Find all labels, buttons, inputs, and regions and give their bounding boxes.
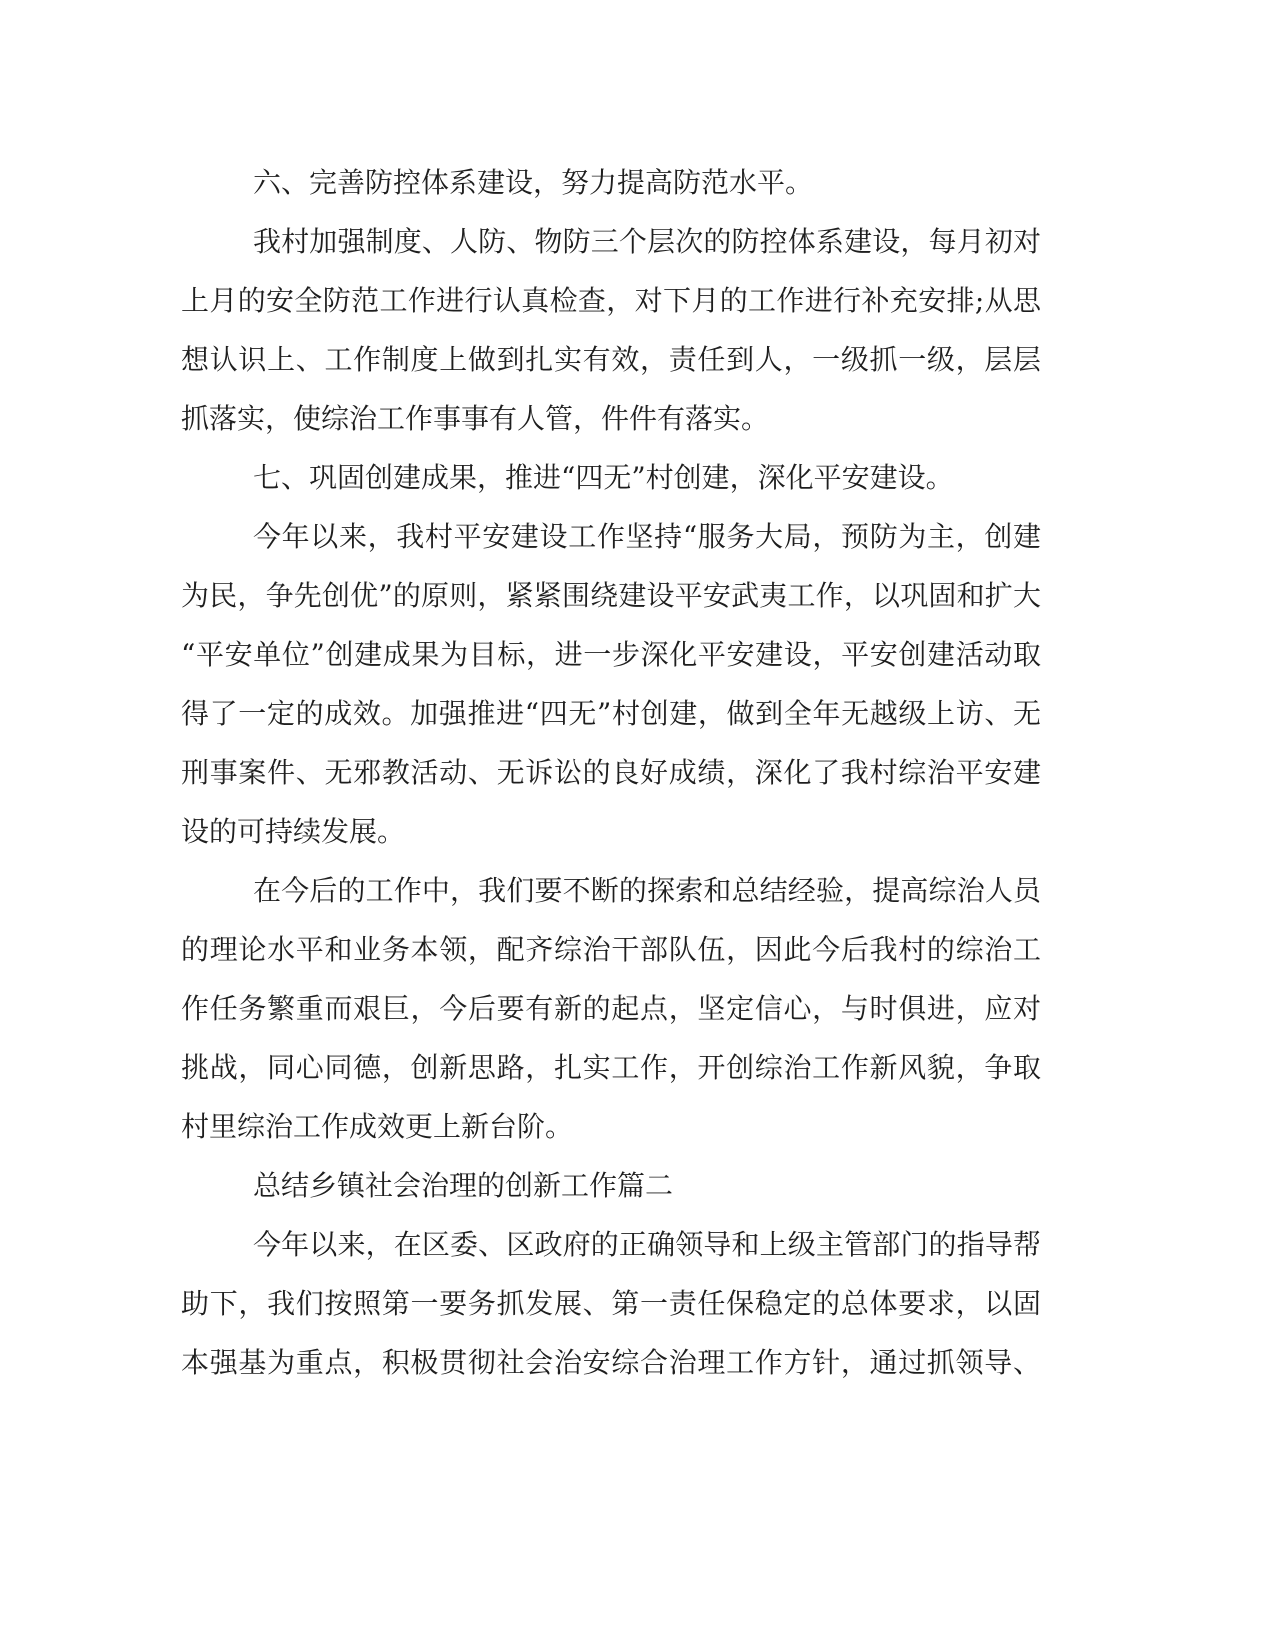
- text-line: 今年以来，我村平安建设工作坚持“服务大局，预防为主，创建: [253, 520, 1041, 553]
- document-body: [181, 160, 1041, 1399]
- text-line: 想认识上、工作制度上做到扎实有效，责任到人，一级抓一级，层层: [181, 343, 1041, 376]
- text-line: 总结乡镇社会治理的创新工作篇二: [253, 1169, 674, 1202]
- text-line: 在今后的工作中，我们要不断的探索和总结经验，提高综治人员: [253, 874, 1041, 907]
- text-line: 我村加强制度、人防、物防三个层次的防控体系建设，每月初对: [253, 225, 1041, 258]
- text-line: 设的可持续发展。: [181, 815, 406, 848]
- text-line: 六、完善防控体系建设，努力提高防范水平。: [253, 166, 814, 199]
- text-line: 作任务繁重而艰巨，今后要有新的起点，坚定信心，与时俱进，应对: [181, 992, 1041, 1025]
- text-line: “平安单位”创建成果为目标，进一步深化平安建设，平安创建活动取: [181, 638, 1041, 671]
- text-line: 为民，争先创优”的原则，紧紧围绕建设平安武夷工作，以巩固和扩大: [181, 579, 1041, 612]
- text-line: 今年以来，在区委、区政府的正确领导和上级主管部门的指导帮: [253, 1228, 1041, 1261]
- text-line: 的理论水平和业务本领，配齐综治干部队伍，因此今后我村的综治工: [181, 933, 1041, 966]
- text-line: 挑战，同心同德，创新思路，扎实工作，开创综治工作新风貌，争取: [181, 1051, 1041, 1084]
- text-line: 抓落实，使综治工作事事有人管，件件有落实。: [181, 402, 770, 435]
- text-line: 七、巩固创建成果，推进“四无”村创建，深化平安建设。: [253, 461, 954, 494]
- text-line: 本强基为重点，积极贯彻社会治安综合治理工作方针，通过抓领导、: [181, 1346, 1041, 1379]
- text-line: 上月的安全防范工作进行认真检查，对下月的工作进行补充安排;从思: [181, 284, 1041, 317]
- text-line: 刑事案件、无邪教活动、无诉讼的良好成绩，深化了我村综治平安建: [181, 756, 1041, 789]
- text-line: 助下，我们按照第一要务抓发展、第一责任保稳定的总体要求，以固: [181, 1287, 1041, 1320]
- text-line: 得了一定的成效。加强推进“四无”村创建，做到全年无越级上访、无: [181, 697, 1041, 730]
- text-line: 村里综治工作成效更上新台阶。: [181, 1110, 574, 1143]
